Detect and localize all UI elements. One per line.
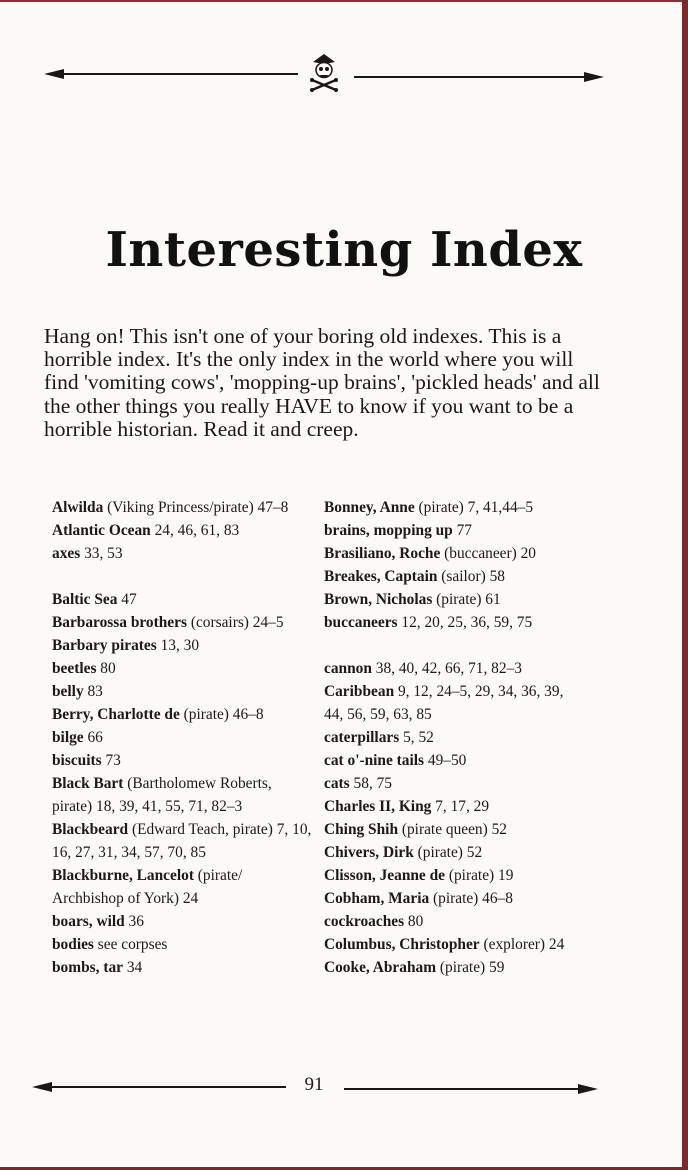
index-references: 34 (122, 959, 143, 976)
index-references: (pirate) 46–8 (429, 890, 513, 907)
index-references: 7, 17, 29 (431, 798, 490, 815)
index-entry (52, 910, 314, 933)
index-references: 38, 40, 42, 66, 71, 82–3 (371, 660, 522, 677)
index-entry (52, 749, 314, 772)
index-entry (52, 680, 314, 703)
index-entry (324, 864, 584, 887)
index-entry (52, 657, 314, 680)
index-term: Atlantic Ocean (52, 522, 151, 539)
index-entry (324, 657, 584, 680)
index-entry (52, 772, 314, 818)
index-term: Chivers, Dirk (324, 844, 414, 861)
index-references: (pirate) 46–8 (179, 706, 264, 723)
index-entry (324, 910, 584, 933)
index-term: cannon (324, 660, 372, 677)
index-entry (324, 496, 584, 519)
index-references: 47 (117, 591, 137, 608)
index-entry (52, 542, 314, 565)
skull-and-crossbones-icon (306, 52, 342, 94)
index-entry (324, 588, 584, 611)
index-term: Clisson, Jeanne de (324, 867, 446, 884)
index-entry (52, 726, 314, 749)
index-references: see corpses (93, 936, 168, 953)
index-references: (Viking Princess/pirate) 47–8 (103, 499, 289, 516)
index-entry (52, 864, 314, 910)
index-references: (pirate) 19 (445, 867, 514, 884)
index-term: Ching Shih (324, 821, 399, 838)
index-references: (buccaneer) 20 (440, 545, 536, 562)
index-references: (pirate) 52 (413, 844, 483, 861)
page-number: 91 (304, 1074, 324, 1095)
bottom-rule-left (48, 1086, 286, 1088)
index-entry (52, 933, 314, 956)
index-references: 80 (404, 913, 424, 930)
index-term: caterpillars (324, 729, 400, 746)
index-entry (52, 611, 314, 634)
index-entry (324, 841, 584, 864)
index-entry (324, 726, 584, 749)
page-title: Interesting Index (105, 222, 583, 278)
index-term: Baltic Sea (52, 591, 118, 608)
index-term: axes (52, 545, 81, 562)
intro-paragraph: Hang on! This isn't one of your boring old indexes. This is a horrible index. It's the only index in the world where you will find 'vomiting cows', 'mopping-up brains', 'pickled heads' and all the other things you really HAVE to know if you want to be a horrible historian. Read it and creep. (44, 324, 600, 441)
index-term: Cobham, Maria (324, 890, 430, 907)
bottom-rule-arrow-right (578, 1084, 598, 1094)
index-term: bilge (52, 729, 84, 746)
index-term: belly (52, 683, 84, 700)
index-term: Barbarossa brothers (52, 614, 187, 631)
index-entry (324, 680, 584, 726)
index-entry (324, 818, 584, 841)
index-references: (pirate/ Archbishop of York) 24 (52, 867, 243, 907)
index-references: (corsairs) 24–5 (186, 614, 284, 631)
index-term: Cooke, Abraham (324, 959, 437, 976)
index-references: (pirate) 59 (436, 959, 505, 976)
index-entry (52, 519, 314, 542)
index-section-gap (52, 565, 314, 588)
index-term: Caribbean (324, 683, 395, 700)
index-term: buccaneers (324, 614, 398, 631)
index-entry (324, 542, 584, 565)
index-entry (52, 818, 314, 864)
index-column-right (324, 496, 584, 979)
index-term: Brasiliano, Roche (324, 545, 441, 562)
index-entry (324, 956, 584, 979)
index-references: (pirate) 7, 41,44–5 (414, 499, 534, 516)
index-references: 24, 46, 61, 83 (150, 522, 240, 539)
index-term: bodies (52, 936, 94, 953)
index-term: Blackbeard (52, 821, 129, 838)
top-rule-arrow-right (584, 72, 604, 82)
index-term: Breakes, Captain (324, 568, 438, 585)
index-section-gap (324, 634, 584, 657)
index-column-left (52, 496, 314, 979)
index-entry (52, 956, 314, 979)
index-term: Barbary pirates (52, 637, 157, 654)
index-references: 77 (452, 522, 472, 539)
top-rule-right (354, 76, 586, 78)
index-references: 12, 20, 25, 36, 59, 75 (397, 614, 533, 631)
index-references: (pirate) 61 (432, 591, 501, 608)
index-references: (Bartholomew Roberts, pirate) 18, 39, 41, 55, 71, 82–3 (52, 775, 272, 815)
index-term: Blackburne, Lancelot (52, 867, 194, 884)
index-entry (324, 772, 584, 795)
index-term: beetles (52, 660, 97, 677)
index-references: 5, 52 (399, 729, 434, 746)
index-term: Berry, Charlotte de (52, 706, 180, 723)
index-entry (324, 933, 584, 956)
index-entry (324, 565, 584, 588)
index-references: 66 (83, 729, 103, 746)
index-entry (324, 749, 584, 772)
index-entry (324, 795, 584, 818)
index-references: (sailor) 58 (437, 568, 505, 585)
index-references: (Edward Teach, pirate) 7, 10, 16, 27, 31, 34, 57, 70, 85 (52, 821, 312, 861)
index-references: 83 (83, 683, 103, 700)
index-entry (52, 588, 314, 611)
index-term: cats (324, 775, 350, 792)
index-entry (52, 703, 314, 726)
index-references: 13, 30 (156, 637, 200, 654)
index-references: 58, 75 (349, 775, 392, 792)
page-edge-top (0, 0, 688, 2)
bottom-rule-right (344, 1088, 580, 1090)
index-references: 80 (96, 660, 116, 677)
index-references: (explorer) 24 (479, 936, 565, 953)
index-term: Columbus, Christopher (324, 936, 480, 953)
top-rule-left (60, 73, 298, 75)
index-term: boars, wild (52, 913, 125, 930)
index-term: biscuits (52, 752, 102, 769)
index-term: Alwilda (52, 499, 104, 516)
index-references: 49–50 (424, 752, 467, 769)
index-term: Brown, Nicholas (324, 591, 433, 608)
index-term: Bonney, Anne (324, 499, 415, 516)
index-entry (52, 634, 314, 657)
index-entry (324, 519, 584, 542)
index-entry (324, 611, 584, 634)
index-references: 73 (101, 752, 121, 769)
index-references: 36 (124, 913, 144, 930)
index-entry (52, 496, 314, 519)
index-references: (pirate queen) 52 (398, 821, 507, 838)
index-term: brains, mopping up (324, 522, 453, 539)
index-term: cat o'-nine tails (324, 752, 425, 769)
index-references: 9, 12, 24–5, 29, 34, 36, 39, 44, 56, 59, 63, 85 (324, 683, 564, 723)
index-term: Charles II, King (324, 798, 432, 815)
index-term: bombs, tar (52, 959, 123, 976)
index-references: 33, 53 (80, 545, 123, 562)
page-edge-right (682, 0, 688, 1170)
index-term: cockroaches (324, 913, 405, 930)
index-entry (324, 887, 584, 910)
index-term: Black Bart (52, 775, 124, 792)
